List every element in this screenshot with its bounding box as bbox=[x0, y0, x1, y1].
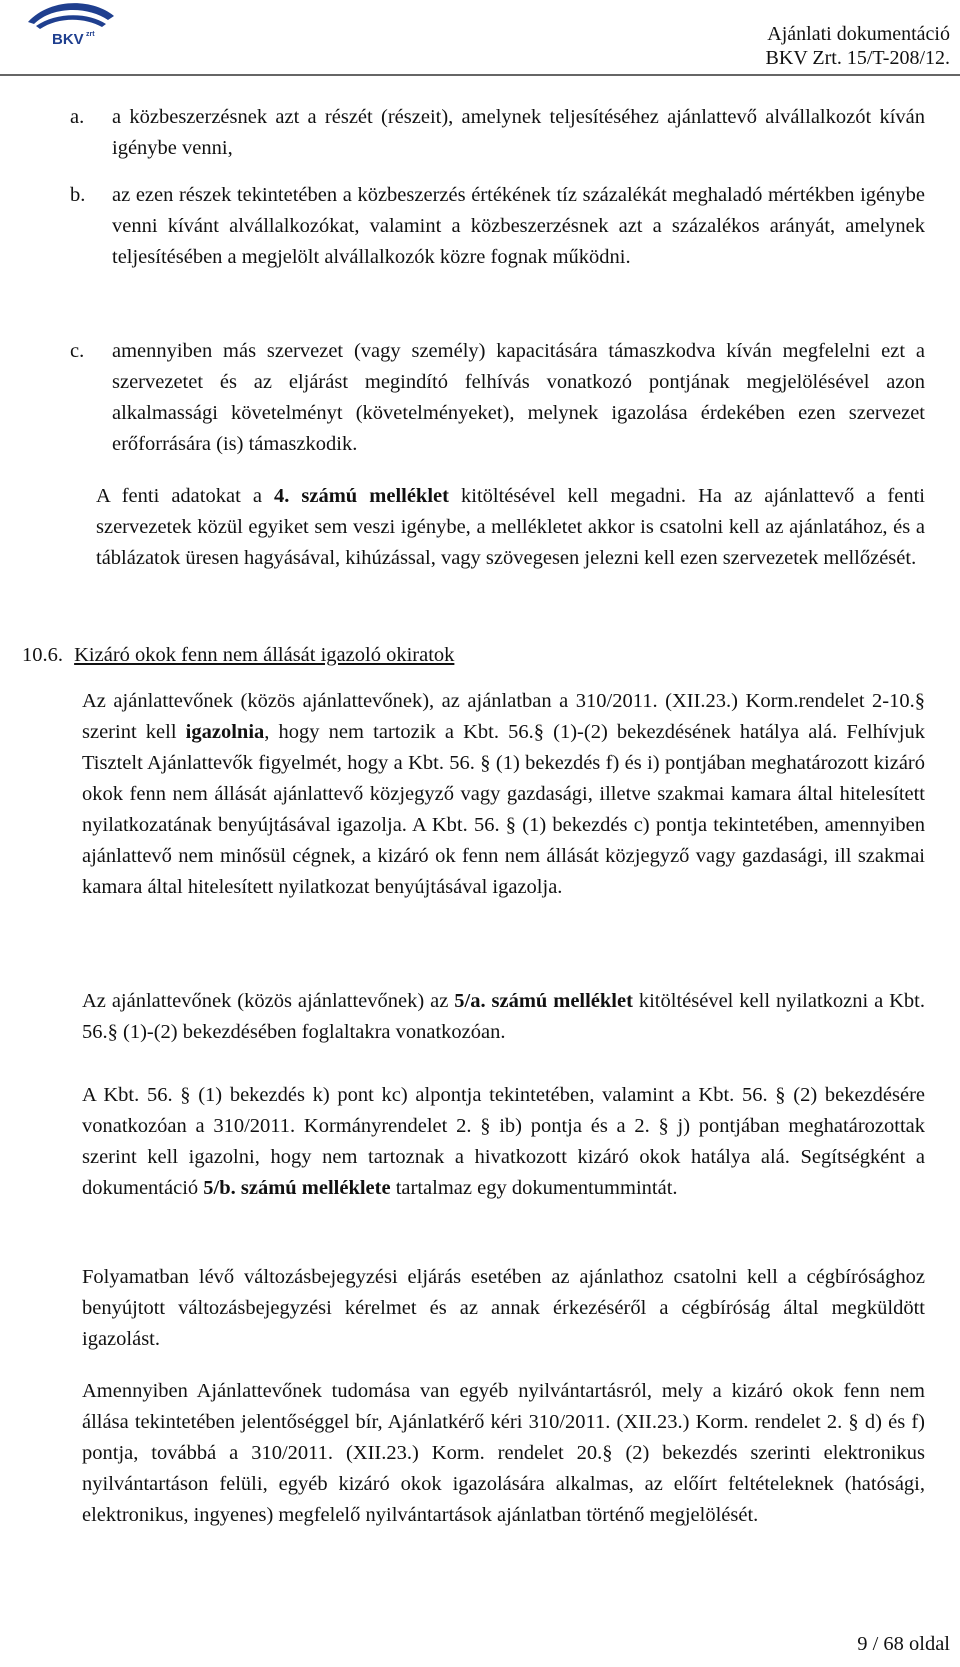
paragraph-change-registration: Folyamatban lévő változásbejegyzési eljárás esetében az ajánlathoz csatolni kell a cégbírósághoz benyújtott változásbejegyzési kérelmet és az annak érkezéséről a cégbíróság által megküldött igazolást. bbox=[82, 1266, 925, 1350]
attachment-4-paragraph: A fenti adatokat a 4. számú melléklet kitöltésével kell megadni. Ha az ajánlattevő a fenti szervezetek közül egyiket sem veszi igénybe, a mellékletet akkor is csatolni kell az ajánlatához, és a táblázatok üresen hagyásával, kihúzással, vagy szövegesen jelezni kell ezen szervezetek mellőzését. bbox=[96, 485, 925, 569]
doc-title: Ajánlati dokumentáció bbox=[767, 23, 950, 45]
list-marker: a. bbox=[70, 106, 85, 128]
paragraph-exclusion-proof: Az ajánlattevőnek (közös ajánlattevőnek), az ajánlatban a 310/2011. (XII.23.) Korm.rendelet 2-10.§ szerint kell igazolnia, hogy nem tartozik a Kbt. 56.§ (1)-(2) bekezdésének hatálya alá. Felhívjuk Tisztelt Ajánlattevők figyelmét, hogy a Kbt. 56. § (1) bekezdés f) és i) pontjában meghatározott kizáró okok fenn nem állását ajánlattevő közjegyző vagy gazdasági, illetve szakmai kamara által hitelesített nyilatkozatának benyújtásával igazolja. A Kbt. 56. § (1) bekezdés c) pontja tekintetében, amennyiben ajánlattevő nem minősül cégnek, a kizáró ok fenn nem állását közjegyző vagy gazdasági, ill szakmai kamara által hitelesített nyilatkozat benyújtásával igazolja. bbox=[82, 690, 925, 898]
paragraph-other-registries: Amennyiben Ajánlattevőnek tudomása van egyéb nyilvántartásról, mely a kizáró okok fenn nem állása tekintetében jelentőséggel bír, Ajánlatkérő kéri 310/2011. (XII.23.) Korm. rendelet 2. § d) és f) pontja, továbbá a 310/2011. (XII.23.) Korm. rendelet 20.§ (2) bekezdés szerinti elektronikus nyilvántartáson felüli, egyéb kizáró okok igazolására alkalmas, az előírt feltételeknek (hatósági, elektronikus, ingyenes) megfelelő nyilvántartások ajánlatban történő megjelölését. bbox=[82, 1380, 925, 1526]
header-rule bbox=[0, 74, 960, 76]
list-item-text: a közbeszerzésnek azt a részét (részeit), amelynek teljesítéséhez ajánlattevő alvállalkozót kíván igénybe venni, bbox=[112, 106, 925, 159]
svg-text:BKV: BKV bbox=[52, 31, 84, 48]
section-number: 10.6. bbox=[22, 644, 63, 666]
doc-reference: BKV Zrt. 15/T-208/12. bbox=[765, 47, 950, 69]
paragraph-attachment-5a: Az ajánlattevőnek (közös ajánlattevőnek) az 5/a. számú melléklet kitöltésével kell nyilatkozni a Kbt. 56.§ (1)-(2) bekezdésében foglaltakra vonatkozóan. bbox=[82, 990, 925, 1043]
bkv-logo bbox=[22, 2, 118, 48]
attachment-4-ref: 4. számú melléklet bbox=[273, 485, 449, 507]
header-doc-info bbox=[766, 22, 950, 70]
svg-text:zrt: zrt bbox=[86, 31, 95, 38]
list-item-text: az ezen részek tekintetében a közbeszerzés értékének tíz százalékát meghaladó mértékben igénybe venni kívánt alvállalkozókat, valamint a közbeszerzésnek azt a százalékos arányát, amelynek teljesítésében a megjelölt alvállalkozók közre fognak működni. bbox=[112, 184, 925, 268]
list-item-text: amennyiben más szervezet (vagy személy) kapacitására támaszkodva kíván megfelelni ezt a szervezetet és az eljárást megindító felhívás vonatkozó pontjának megjelölésével azon alkalmassági követelményt (követelményeket), melynek igazolása érdekében ezen szervezet erőforrására (is) támaszkodik. bbox=[112, 340, 925, 455]
page-header bbox=[0, 0, 960, 76]
section-heading bbox=[22, 640, 454, 671]
list-marker: b. bbox=[70, 184, 86, 206]
list-marker: c. bbox=[70, 340, 85, 362]
page-number: 9 / 68 oldal bbox=[857, 1633, 950, 1655]
paragraph-attachment-5b: A Kbt. 56. § (1) bekezdés k) pont kc) alpontja tekintetében, valamint a Kbt. 56. § (2) bekezdésére vonatkozóan a 310/2011. Kormányrendelet 2. § ib) pontja és a 2. § j) pontjában meghatározottak szerint kell igazolni, hogy nem tartoznak a hivatkozott kizáró okok hatálya alá. Segítségként a dokumentáció 5/b. számú melléklete tartalmaz egy dokumentummintát. bbox=[82, 1084, 925, 1199]
section-title: Kizáró okok fenn nem állását igazoló okiratok bbox=[74, 644, 455, 666]
